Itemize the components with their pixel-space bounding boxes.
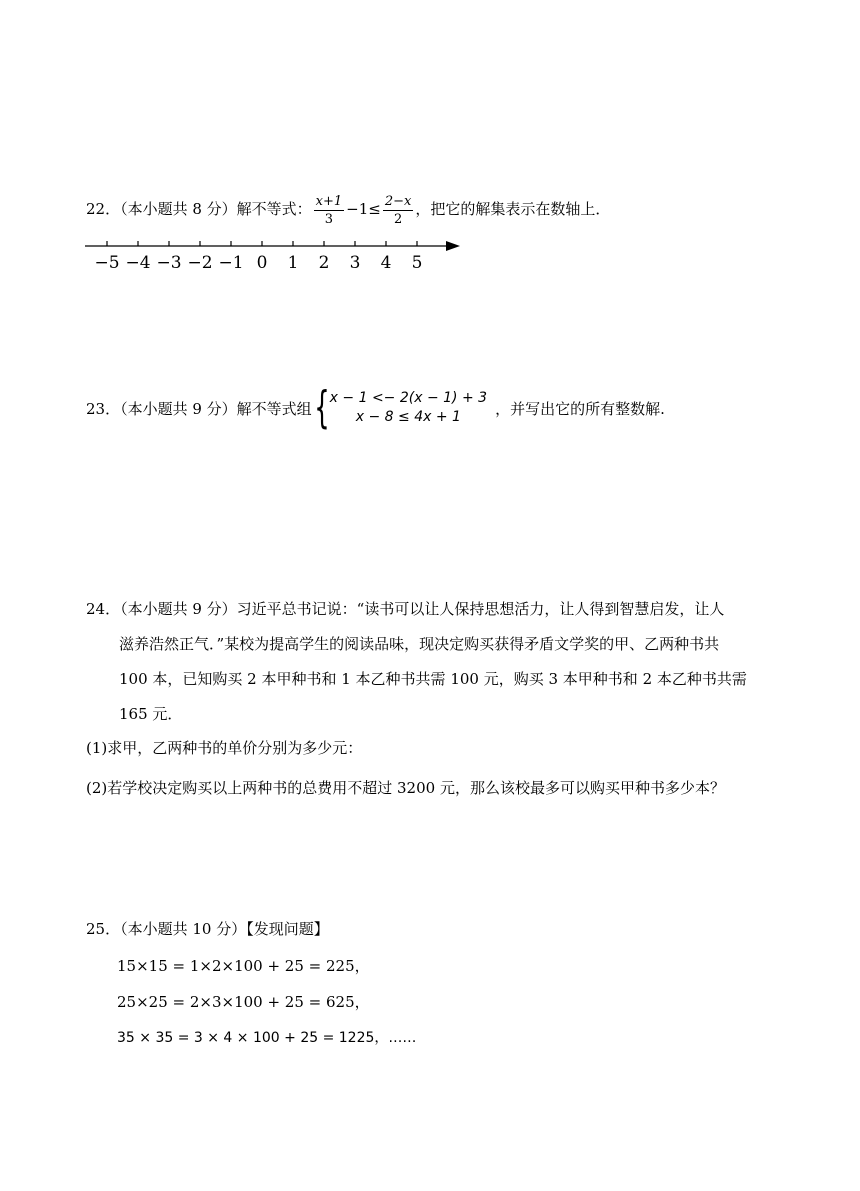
number-line-tick-label: 5 [411,253,423,273]
number-line-tick-label: −1 [218,253,244,273]
q24-line-3: 100 本，已知购买 2 本甲种书和 1 本乙种书共需 100 元，购买 3 本甲种书和 2 本乙种书共需 [119,670,747,688]
frac2-denominator: 2 [393,211,403,227]
number-line-tick-label: 4 [380,253,392,273]
number-line-tick-label: 2 [318,253,330,273]
q23-prefix: 23．（本小题共 9 分）解不等式组 [86,399,312,418]
q24-line-4: 165 元． [119,705,183,723]
question-25-title: 25．（本小题共 10 分）【发现问题】 [86,920,329,938]
q24-line-2: 滋养浩然正气．”某校为提高学生的阅读品味，现决定购买获得矛盾文学奖的甲、乙两种书共 [119,635,720,653]
q24-part-1: (1)求甲，乙两种书的单价分别为多少元： [86,739,363,757]
fraction-x-plus-1-over-3 [314,193,345,228]
frac1-denominator: 3 [324,211,334,227]
question-23 [86,382,665,433]
number-line-tick-label: −2 [187,253,213,273]
number-line-arrow-icon [446,241,460,251]
q25-equation-1: 15×15 = 1×2×100 + 25 = 225， [117,957,370,975]
q24-line-1: 24．（本小题共 9 分）习近平总书记说：“读书可以让人保持思想活力，让人得到智慧启发，让人 [86,600,725,618]
question-24 [86,592,747,732]
inequality-line-2: x − 8 ≤ 4x + 1 [355,409,461,425]
fraction-2-minus-x-over-2 [383,193,414,228]
q24-part-2: (2)若学校决定购买以上两种书的总费用不超过 3200 元，那么该校最多可以购买甲种书多少本？ [86,779,725,797]
q22-prefix: 22．（本小题共 8 分）解不等式： [86,200,312,218]
q22-middle: −1≤ [346,200,381,218]
q25-equation-2: 25×25 = 2×3×100 + 25 = 625， [117,993,370,1011]
number-line [80,234,465,274]
q22-suffix: ，把它的解集表示在数轴上． [415,200,611,218]
question-22 [86,190,610,228]
inequality-system [312,382,488,433]
frac2-numerator: 2−x [384,193,412,209]
left-brace-icon: { [313,382,330,433]
q23-suffix: ，并写出它的所有整数解. [495,399,665,418]
number-line-tick-label: −5 [94,253,120,273]
number-line-tick-label: 1 [287,253,299,273]
number-line-tick-label: −3 [156,253,182,273]
number-line-tick-label: −4 [125,253,151,273]
frac1-numerator: x+1 [315,193,343,209]
inequality-line-1: x − 1 <− 2(x − 1) + 3 [329,390,488,406]
number-line-tick-label: 0 [256,253,268,273]
number-line-tick-label: 3 [349,253,361,273]
q25-equation-3: 35 × 35 = 3 × 4 × 100 + 25 = 1225，…… [117,1030,417,1046]
